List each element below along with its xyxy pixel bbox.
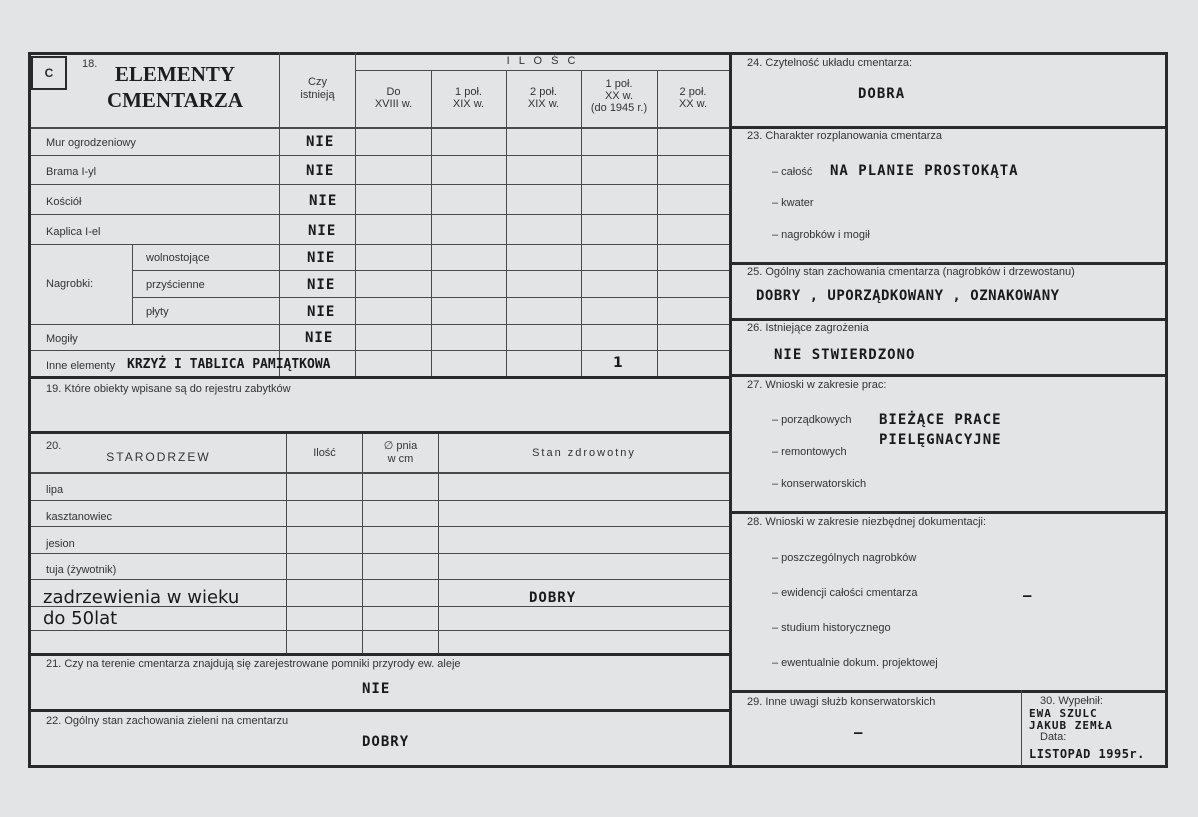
- tree-lipa: lipa: [46, 484, 64, 496]
- sec19-top: [31, 376, 729, 379]
- nagrobki-wolnostojace-value: NIE: [307, 250, 336, 266]
- col-period-2: [506, 70, 507, 376]
- tree-jesion: jesion: [46, 538, 75, 550]
- section-letter: C: [31, 56, 67, 90]
- row-line: [31, 244, 729, 245]
- col-exists-header: Czy istnieją: [300, 76, 335, 101]
- row-label-kosciol: Kościół: [46, 196, 82, 208]
- row-value-kosciol: NIE: [309, 193, 338, 209]
- tree-line: [31, 553, 729, 554]
- row-value-mur: NIE: [306, 134, 335, 150]
- sec27-value-line2: PIELĘGNACYJNE: [879, 432, 1002, 448]
- row-line: [31, 324, 729, 325]
- row-line: [31, 184, 729, 185]
- row-value-brama: NIE: [306, 163, 335, 179]
- tree-line: [31, 630, 729, 631]
- sec29-top: [732, 690, 1165, 693]
- sec27-item-porzadkowych: – porządkowych: [772, 414, 852, 426]
- col-diam-right: [438, 434, 439, 653]
- sec30-person1: EWA SZULC: [1029, 707, 1098, 720]
- sec24-label: 24. Czytelność układu cmentarza:: [747, 57, 913, 69]
- sec18-title-line2: CMENTARZA: [106, 88, 244, 112]
- inne-value: KRZYŻ I TABLICA PAMIĄTKOWA: [127, 357, 331, 372]
- sec27-item-konserwatorskich: – konserwatorskich: [772, 478, 867, 490]
- tree-line: [31, 500, 729, 501]
- sec29-value: –: [854, 725, 864, 741]
- sec28-item-projektowej: – ewentualnie dokum. projektowej: [772, 657, 938, 669]
- sec27-label: 27. Wnioski w zakresie prac:: [747, 379, 887, 391]
- sec23-item-calosc: – całość: [772, 166, 813, 178]
- tree-line: [31, 579, 729, 580]
- sec22-top: [31, 709, 729, 712]
- mogily-value: NIE: [305, 330, 334, 346]
- sec26-value: NIE STWIERDZONO: [774, 347, 916, 363]
- period-1-header: Do XVIII w.: [374, 86, 413, 110]
- col-health-header: Stan zdrowotny: [532, 447, 636, 459]
- tree-tuja: tuja (żywotnik): [46, 564, 117, 576]
- sec20-number: 20.: [46, 440, 62, 452]
- sec20-title: STARODRZEW: [106, 450, 211, 464]
- sec30-date-label: Data:: [1040, 731, 1067, 743]
- ilosc-header: I L O Ś C: [506, 55, 579, 67]
- row-label-mur: Mur ogrodzeniowy: [46, 137, 136, 149]
- sec23-item-kwater: – kwater: [772, 197, 814, 209]
- row-label-kaplica: Kaplica I-el: [46, 226, 101, 238]
- tree-line: [31, 526, 729, 527]
- col-period-4: [657, 70, 658, 376]
- nagrobki-przyscienne-value: NIE: [307, 277, 336, 293]
- nagrobki-label: Nagrobki:: [46, 278, 94, 290]
- sec25-top: [732, 262, 1165, 265]
- center-divider: [729, 52, 732, 768]
- row-value-kaplica: NIE: [308, 223, 337, 239]
- row-line: [31, 214, 729, 215]
- sec26-top: [732, 318, 1165, 321]
- nagrobki-divider: [132, 244, 133, 324]
- sec28-item-studium: – studium historycznego: [772, 622, 891, 634]
- col-diam-header: ∅ pnia w cm: [383, 440, 418, 465]
- sec21-label: 21. Czy na terenie cmentarza znajdują się zarejestrowane pomniki przyrody ew. aleje: [46, 658, 461, 670]
- sec18-number: 18.: [82, 58, 98, 70]
- ilosc-underline: [356, 70, 729, 71]
- sec18-title: [80, 61, 270, 113]
- sec28-item-ewidencji: – ewidencji całości cmentarza: [772, 587, 918, 599]
- period-3-header: 2 poł. XIX w.: [527, 86, 560, 110]
- sec28-value: –: [1023, 588, 1033, 604]
- sec20-top: [31, 431, 729, 434]
- sec24-value: DOBRA: [858, 86, 906, 102]
- sec20-header-bottom: [31, 472, 729, 474]
- sec30-label: 30. Wypełnił:: [1040, 695, 1103, 707]
- col-qty-right: [362, 434, 363, 653]
- row-label-brama: Brama I-yl: [46, 166, 97, 178]
- sec28-top: [732, 511, 1165, 514]
- tree-note-line1: zadrzewienia w wieku: [43, 587, 240, 608]
- inne-count: 1: [613, 355, 624, 371]
- tree-note-line2: do 50lat: [43, 608, 118, 629]
- row-line: [132, 297, 729, 298]
- sec26-label: 26. Istniejące zagrożenia: [747, 322, 869, 334]
- period-2-header: 1 poł. XIX w.: [452, 86, 485, 110]
- sec22-label: 22. Ogólny stan zachowania zieleni na cmentarzu: [46, 715, 289, 727]
- row-line: [31, 350, 729, 351]
- sec23-top: [732, 126, 1165, 129]
- sec19-label: 19. Które obiekty wpisane są do rejestru zabytków: [46, 383, 291, 395]
- tree-kasztanowiec: kasztanowiec: [46, 511, 113, 523]
- mogily-label: Mogiły: [46, 333, 78, 345]
- period-4-header: 1 poł. XX w. (do 1945 r.): [590, 78, 648, 114]
- sec23-label: 23. Charakter rozplanowania cmentarza: [747, 130, 943, 142]
- nagrobki-wolnostojace-label: wolnostojące: [146, 252, 210, 264]
- sec21-top: [31, 653, 729, 656]
- col-period-1: [431, 70, 432, 376]
- nagrobki-plyty-label: płyty: [146, 306, 169, 318]
- nagrobki-plyty-value: NIE: [307, 304, 336, 320]
- col-qty-header: Ilość: [313, 447, 336, 459]
- sec29-label: 29. Inne uwagi służb konserwatorskich: [747, 696, 936, 708]
- sec27-top: [732, 374, 1165, 377]
- tree-health-value: DOBRY: [529, 590, 577, 606]
- sec21-value: NIE: [362, 681, 391, 697]
- nagrobki-przyscienne-label: przyścienne: [146, 279, 205, 291]
- sec30-person2: JAKUB ZEMŁA: [1029, 719, 1113, 732]
- period-5-header: 2 poł. XX w.: [678, 86, 708, 110]
- row-line: [132, 270, 729, 271]
- inne-label: Inne elementy: [46, 360, 116, 372]
- sec27-item-remontowych: – remontowych: [772, 446, 847, 458]
- sec22-value: DOBRY: [362, 734, 410, 750]
- sec23-value-calosc: NA PLANIE PROSTOKĄTA: [830, 163, 1019, 179]
- sec25-value: DOBRY , UPORZĄDKOWANY , OZNAKOWANY: [756, 288, 1060, 304]
- sec27-value-line1: BIEŻĄCE PRACE: [879, 412, 1002, 428]
- sec18-header-bottom: [31, 127, 729, 129]
- sec28-label: 28. Wnioski w zakresie niezbędnej dokumentacji:: [747, 516, 987, 528]
- sec30-date-value: LISTOPAD 1995r.: [1029, 747, 1145, 761]
- sec23-item-nagrobkow: – nagrobków i mogił: [772, 229, 870, 241]
- sec25-label: 25. Ogólny stan zachowania cmentarza (nagrobków i drzewostanu): [747, 266, 1075, 278]
- sec30-divider: [1021, 690, 1022, 765]
- col-qty-left: [286, 434, 287, 653]
- row-line: [31, 155, 729, 156]
- sec18-title-line1: ELEMENTY: [114, 62, 236, 86]
- sec28-item-nagrobkow: – poszczególnych nagrobków: [772, 552, 917, 564]
- col-period-3: [581, 70, 582, 376]
